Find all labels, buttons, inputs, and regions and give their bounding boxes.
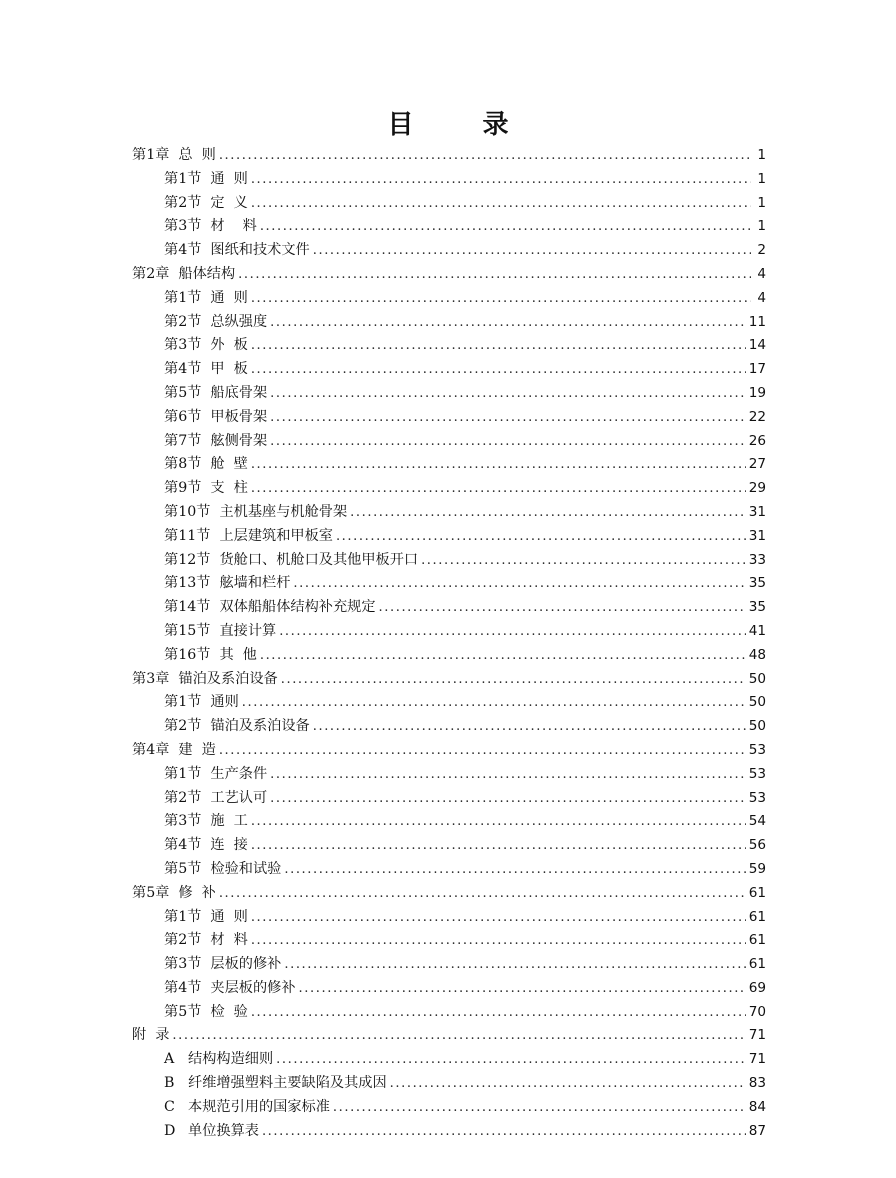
toc-page-number: 35	[748, 575, 766, 592]
toc-entry-label	[164, 215, 257, 239]
toc-entry-label	[132, 144, 216, 168]
toc-section-entry[interactable]	[132, 358, 766, 382]
toc-entry-title: 修 补	[178, 884, 216, 901]
toc-section-entry[interactable]	[132, 810, 766, 834]
toc-entry-number: 第5节	[164, 384, 202, 401]
toc-section-entry[interactable]	[132, 406, 766, 430]
toc-entry-title: 单位换算表	[188, 1122, 259, 1139]
toc-entry-label	[164, 977, 296, 1001]
toc-dot-leader	[313, 239, 751, 263]
toc-entry-label	[164, 406, 267, 430]
toc-dot-leader	[270, 763, 746, 787]
toc-entry-number: 第13节	[164, 575, 211, 592]
toc-entry-title: 舷墙和栏杆	[219, 575, 291, 592]
toc-page-number: 50	[748, 694, 766, 711]
toc-section-entry[interactable]	[132, 763, 766, 787]
toc-entry-number: 第3节	[164, 218, 202, 235]
toc-section-entry[interactable]	[132, 525, 766, 549]
page-title: 目 录	[387, 110, 539, 140]
toc-entry-title: 主机基座与机舱骨架	[219, 503, 348, 520]
toc-entry-title: 货舱口、机舱口及其他甲板开口	[219, 551, 419, 568]
toc-page-number: 53	[748, 765, 766, 782]
toc-dot-leader	[251, 192, 751, 216]
toc-page-number: 61	[748, 908, 766, 925]
toc-entry-label	[164, 715, 310, 739]
toc-entry-number: 第7节	[164, 432, 202, 449]
toc-section-entry[interactable]	[132, 858, 766, 882]
toc-entry-number: 第4章	[132, 741, 170, 758]
toc-page-number: 26	[748, 432, 766, 449]
toc-entry-label	[164, 358, 248, 382]
toc-dot-leader	[251, 168, 751, 192]
toc-entry-label	[164, 1048, 273, 1072]
toc-dot-leader	[270, 430, 746, 454]
toc-entry-label	[164, 787, 267, 811]
toc-entry-number: 第16节	[164, 646, 211, 663]
toc-entry-title: 总纵强度	[210, 313, 268, 330]
toc-entry-label	[164, 810, 248, 834]
toc-entry-title: 锚泊及系泊设备	[178, 670, 278, 687]
toc-entry-label	[164, 453, 248, 477]
toc-dot-leader	[390, 1072, 746, 1096]
toc-dot-leader	[219, 882, 746, 906]
toc-entry-label	[164, 477, 248, 501]
toc-page-number: 71	[748, 1027, 766, 1044]
toc-entry-label	[164, 334, 248, 358]
toc-entry-number: 第2节	[164, 789, 202, 806]
toc-entry-title: 船底骨架	[210, 384, 268, 401]
toc-entry-label	[164, 620, 276, 644]
toc-entry-number: 第1节	[164, 170, 202, 187]
toc-dot-leader	[270, 787, 746, 811]
toc-entry-label	[164, 239, 310, 263]
toc-section-entry[interactable]	[132, 1001, 766, 1025]
toc-entry-title: 上层建筑和甲板室	[219, 527, 333, 544]
toc-page-number: 61	[748, 932, 766, 949]
toc-page-number: 33	[748, 551, 766, 568]
toc-entry-label	[164, 1120, 259, 1144]
toc-dot-leader	[276, 1048, 746, 1072]
toc-page-number: 11	[748, 313, 766, 330]
toc-entry-number: 第2章	[132, 265, 170, 282]
toc-entry-number: D	[164, 1122, 176, 1139]
toc-dot-leader	[379, 596, 746, 620]
toc-entry-title: 通 则	[210, 289, 248, 306]
toc-section-entry[interactable]	[132, 787, 766, 811]
toc-dot-leader	[421, 549, 746, 573]
toc-entry-label	[164, 691, 239, 715]
toc-entry-number: 第1节	[164, 694, 202, 711]
toc-dot-leader	[219, 144, 751, 168]
toc-page-number: 31	[748, 503, 766, 520]
toc-entry-label	[164, 644, 257, 668]
toc-section-entry[interactable]	[132, 977, 766, 1001]
toc-dot-leader	[333, 1096, 746, 1120]
toc-dot-leader	[262, 1120, 746, 1144]
toc-entry-title: 材 料	[210, 218, 257, 235]
toc-entry-label	[164, 1072, 387, 1096]
toc-entry-title: 工艺认可	[210, 789, 268, 806]
toc-page-number: 53	[748, 741, 766, 758]
toc-entry-number: 第2节	[164, 194, 202, 211]
toc-section-entry[interactable]	[132, 644, 766, 668]
toc-entry-number: 第4节	[164, 979, 202, 996]
toc-dot-leader	[270, 406, 746, 430]
toc-entry-label	[132, 668, 278, 692]
toc-page-number: 61	[748, 884, 766, 901]
toc-section-entry[interactable]	[132, 453, 766, 477]
toc-entry-number: 第9节	[164, 480, 202, 497]
toc-page-number: 31	[748, 527, 766, 544]
toc-dot-leader	[238, 263, 751, 287]
toc-appendix-entry[interactable]	[132, 1072, 766, 1096]
toc-chapter-entry[interactable]	[132, 882, 766, 906]
toc-entry-label	[164, 858, 281, 882]
toc-dot-leader	[270, 311, 746, 335]
toc-page-number: 29	[748, 480, 766, 497]
toc-entry-title: 船体结构	[178, 265, 236, 282]
toc-entry-title: 直接计算	[219, 622, 277, 639]
toc-page-number: 1	[757, 147, 766, 163]
toc-entry-number: 第4节	[164, 361, 202, 378]
toc-dot-leader	[251, 358, 746, 382]
toc-entry-title: 双体船船体结构补充规定	[219, 599, 376, 616]
toc-entry-number: 第2节	[164, 313, 202, 330]
toc-entry-number: 第6节	[164, 408, 202, 425]
toc-dot-leader	[293, 572, 745, 596]
toc-entry-number: 第3节	[164, 337, 202, 354]
toc-entry-label	[164, 1096, 330, 1120]
toc-page-number: 70	[748, 1003, 766, 1020]
toc-entry-title: 建 造	[178, 741, 216, 758]
toc-page-number: 14	[748, 337, 766, 354]
toc-page-number: 4	[757, 265, 766, 282]
toc-entry-number: 第14节	[164, 599, 211, 616]
toc-chapter-entry[interactable]	[132, 263, 766, 287]
toc-dot-leader	[279, 620, 745, 644]
table-of-contents	[132, 144, 766, 1143]
toc-page-number: 56	[748, 837, 766, 854]
toc-entry-title: 舷侧骨架	[210, 432, 268, 449]
toc-section-entry[interactable]	[132, 549, 766, 573]
toc-section-entry[interactable]	[132, 215, 766, 239]
toc-entry-title: 甲板骨架	[210, 408, 268, 425]
toc-entry-number: 第2节	[164, 718, 202, 735]
toc-section-entry[interactable]	[132, 572, 766, 596]
toc-entry-label	[164, 953, 281, 977]
toc-entry-label	[164, 287, 248, 311]
toc-entry-label	[164, 168, 248, 192]
toc-entry-title: 夹层板的修补	[210, 979, 296, 996]
toc-section-entry[interactable]	[132, 906, 766, 930]
toc-entry-title: 支 柱	[210, 480, 248, 497]
toc-entry-title: 总 则	[178, 147, 216, 163]
toc-entry-title: 连 接	[210, 837, 248, 854]
toc-page-number: 1	[757, 170, 766, 187]
toc-entry-label	[164, 192, 248, 216]
toc-entry-label	[164, 382, 267, 406]
toc-entry-label	[164, 763, 267, 787]
toc-dot-leader	[281, 668, 746, 692]
toc-dot-leader	[251, 810, 746, 834]
toc-entry-number: A	[164, 1051, 175, 1068]
toc-entry-title: 锚泊及系泊设备	[210, 718, 310, 735]
toc-section-entry[interactable]	[132, 691, 766, 715]
toc-section-entry[interactable]	[132, 715, 766, 739]
toc-page-number: 1	[757, 218, 766, 235]
toc-entry-number: B	[164, 1075, 175, 1092]
toc-chapter-entry[interactable]	[132, 668, 766, 692]
toc-page-number: 83	[748, 1075, 766, 1092]
toc-page-number: 61	[748, 956, 766, 973]
toc-dot-leader	[219, 739, 746, 763]
toc-page-number: 17	[748, 361, 766, 378]
toc-entry-label	[132, 882, 216, 906]
toc-section-entry[interactable]	[132, 430, 766, 454]
toc-entry-number: 第8节	[164, 456, 202, 473]
toc-entry-title: 外 板	[210, 337, 248, 354]
toc-chapter-entry[interactable]	[132, 739, 766, 763]
toc-entry-title: 生产条件	[210, 765, 268, 782]
toc-entry-label	[164, 596, 376, 620]
toc-entry-number: 第1节	[164, 289, 202, 306]
toc-section-entry[interactable]	[132, 168, 766, 192]
toc-dot-leader	[242, 691, 746, 715]
toc-entry-number: 第1节	[164, 765, 202, 782]
toc-entry-title: 通则	[210, 694, 239, 711]
toc-entry-title: 本规范引用的国家标准	[188, 1098, 330, 1115]
toc-page-number: 35	[748, 599, 766, 616]
toc-page-number: 4	[757, 289, 766, 306]
toc-entry-title: 检 验	[210, 1003, 248, 1020]
toc-dot-leader	[251, 1001, 746, 1025]
toc-dot-leader	[251, 287, 751, 311]
toc-page-number: 59	[748, 860, 766, 877]
toc-page-number: 50	[748, 670, 766, 687]
toc-section-entry[interactable]	[132, 192, 766, 216]
toc-dot-leader	[251, 834, 746, 858]
toc-entry-label	[132, 739, 216, 763]
toc-entry-label	[164, 929, 248, 953]
toc-entry-number: 第2节	[164, 932, 202, 949]
toc-dot-leader	[251, 906, 746, 930]
toc-dot-leader	[260, 215, 751, 239]
toc-section-entry[interactable]	[132, 953, 766, 977]
toc-entry-title: 图纸和技术文件	[210, 242, 310, 259]
toc-dot-leader	[284, 858, 745, 882]
toc-dot-leader	[336, 525, 746, 549]
toc-dot-leader	[251, 929, 746, 953]
toc-entry-label	[164, 906, 248, 930]
toc-entry-number: 第5章	[132, 884, 170, 901]
toc-page-number: 48	[748, 646, 766, 663]
toc-entry-number: 第3章	[132, 670, 170, 687]
toc-entry-title: 通 则	[210, 908, 248, 925]
toc-dot-leader	[251, 477, 746, 501]
toc-appendix-entry[interactable]	[132, 1048, 766, 1072]
toc-dot-leader	[251, 453, 746, 477]
toc-entry-title: 层板的修补	[210, 956, 282, 973]
toc-section-entry[interactable]	[132, 287, 766, 311]
toc-section-entry[interactable]	[132, 620, 766, 644]
toc-entry-number: 第11节	[164, 527, 211, 544]
toc-section-entry[interactable]	[132, 501, 766, 525]
toc-page-number: 27	[748, 456, 766, 473]
toc-chapter-entry[interactable]	[132, 144, 766, 168]
toc-entry-number: 第10节	[164, 503, 211, 520]
toc-section-entry[interactable]	[132, 311, 766, 335]
toc-section-entry[interactable]	[132, 596, 766, 620]
toc-dot-leader	[299, 977, 746, 1001]
toc-entry-label	[164, 501, 347, 525]
toc-section-entry[interactable]	[132, 334, 766, 358]
toc-entry-title: 甲 板	[210, 361, 248, 378]
toc-entry-title: 纤维增强塑料主要缺陷及其成因	[188, 1075, 387, 1092]
toc-entry-label	[164, 1001, 248, 1025]
toc-page-number: 69	[748, 979, 766, 996]
toc-dot-leader	[350, 501, 746, 525]
toc-entry-number: 第4节	[164, 837, 202, 854]
toc-entry-number: 第15节	[164, 622, 211, 639]
toc-entry-label	[164, 525, 333, 549]
toc-entry-number: 第5节	[164, 860, 202, 877]
toc-entry-label	[164, 572, 290, 596]
toc-appendix-entry[interactable]	[132, 1120, 766, 1144]
toc-entry-title: 通 则	[210, 170, 248, 187]
toc-page-number: 22	[748, 408, 766, 425]
toc-entry-number: 第4节	[164, 242, 202, 259]
toc-entry-number: C	[164, 1098, 175, 1115]
toc-chapter-entry[interactable]	[132, 1024, 766, 1048]
toc-page-number: 19	[748, 384, 766, 401]
toc-entry-label	[164, 311, 267, 335]
toc-page-number: 87	[748, 1122, 766, 1139]
toc-section-entry[interactable]	[132, 929, 766, 953]
toc-entry-label	[132, 263, 235, 287]
toc-entry-title: 舱 壁	[210, 456, 248, 473]
toc-dot-leader	[313, 715, 746, 739]
toc-page-number: 41	[748, 622, 766, 639]
toc-page-number: 50	[748, 718, 766, 735]
toc-entry-title: 材 料	[210, 932, 248, 949]
toc-dot-leader	[172, 1024, 745, 1048]
toc-entry-number: 第3节	[164, 813, 202, 830]
toc-page-number: 84	[748, 1098, 766, 1115]
toc-entry-label	[132, 1024, 169, 1048]
toc-appendix-entry[interactable]	[132, 1096, 766, 1120]
toc-entry-title: 其 他	[219, 646, 257, 663]
toc-entry-title: 检验和试验	[210, 860, 282, 877]
toc-entry-number: 第12节	[164, 551, 211, 568]
toc-section-entry[interactable]	[132, 834, 766, 858]
toc-page-number: 53	[748, 789, 766, 806]
toc-entry-label	[164, 834, 248, 858]
toc-dot-leader	[284, 953, 745, 977]
toc-page-number: 71	[748, 1051, 766, 1068]
toc-section-entry[interactable]	[132, 239, 766, 263]
toc-dot-leader	[270, 382, 746, 406]
toc-entry-number: 第3节	[164, 956, 202, 973]
toc-section-entry[interactable]	[132, 382, 766, 406]
toc-dot-leader	[260, 644, 746, 668]
toc-entry-number: 第5节	[164, 1003, 202, 1020]
toc-entry-title: 定 义	[210, 194, 248, 211]
toc-entry-title: 结构构造细则	[188, 1051, 274, 1068]
toc-entry-label	[164, 549, 418, 573]
toc-entry-number: 第1章	[132, 147, 170, 163]
toc-page-number: 54	[748, 813, 766, 830]
toc-page-number: 1	[757, 194, 766, 211]
toc-page-number: 2	[757, 242, 766, 259]
toc-entry-number: 第1节	[164, 908, 202, 925]
toc-entry-title: 附 录	[132, 1027, 170, 1044]
toc-section-entry[interactable]	[132, 477, 766, 501]
toc-entry-label	[164, 430, 267, 454]
toc-dot-leader	[251, 334, 746, 358]
toc-entry-title: 施 工	[210, 813, 248, 830]
